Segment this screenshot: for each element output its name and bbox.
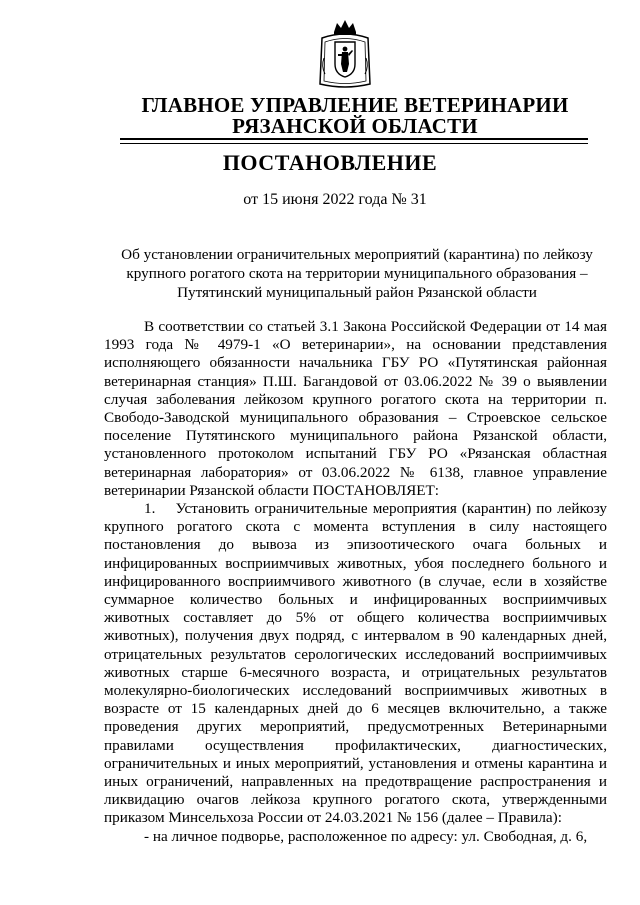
document-body bbox=[104, 318, 607, 846]
document-subject: Об установлении ограничительных мероприятий (карантина) по лейкозу крупного рогатого скота на территории муниципального образования – Путятинский муниципальный район Рязанской области bbox=[121, 246, 593, 301]
coat-of-arms-icon bbox=[318, 18, 372, 90]
item-1-paragraph: 1. Установить ограничительные мероприятия (карантин) по лейкозу крупного рогатого скота с момента вступления в силу настоящего постановления до вывоза из эпизоотического очага больных и инфицированных восприимчивых животных, убоя последнего больного и инфицированного восприимчивого животного (в случае, если в хозяйстве суммарное количество больных и инфицированных восприимчивых животных составляет до 5% от общего количества восприимчивых животных), получения двух подряд, с интервалом в 90 календарных дней, отрицательных результатов серологических исследований восприимчивых животных старше 6-месячного возраста, и отрицательных результатов молекулярно-биологических исследований восприимчивых животных в возрасте от 15 календарных дней до 6 месяцев включительно, а также проведения других мероприятий, предусмотренных Ветеринарными правилами осуществления профилактических, диагностических, ограничительных и иных мероприятий, установления и отмены карантина и иных ограничений, направленных на предотвращение распространения и ликвидацию очагов лейкоза крупного рогатого скота, утвержденными приказом Минсельхоза России от 24.03.2021 № 156 (далее – Правила): bbox=[104, 500, 607, 827]
document-type: ПОСТАНОВЛЕНИЕ bbox=[222, 150, 438, 175]
dash-item-paragraph: - на личное подворье, расположенное по адресу: ул. Свободная, д. 6, bbox=[144, 827, 588, 845]
organization-name-line1: ГЛАВНОЕ УПРАВЛЕНИЕ ВЕТЕРИНАРИИ bbox=[141, 93, 569, 117]
document-date-number: от 15 июня 2022 года № 31 bbox=[243, 191, 427, 208]
preamble-paragraph: В соответствии со статьей 3.1 Закона Российской Федерации от 14 мая 1993 года № 4979-1 «О ветеринарии», на основании представления исполняющего обязанности начальника ГБУ РО «Путятинская районная ветеринарная станция» П.Ш. Багандовой от 03.06.2022 № 39 о выявлении случая заболевания лейкозом крупного рогатого скота на территории п. Свободо-Заводской муниципального образования – Строевское сельское поселение Путятинского муниципального района Рязанской области, установленного протоколом испытаний ГБУ РО «Рязанская областная ветеринарная лаборатория» от 03.06.2022 № 6138, главное управление ветеринарии Рязанской области ПОСТАНОВЛЯЕТ: bbox=[104, 318, 607, 499]
header-divider-thick bbox=[120, 138, 588, 140]
header-divider-thin bbox=[120, 143, 588, 144]
organization-name-line2: РЯЗАНСКОЙ ОБЛАСТИ bbox=[232, 114, 478, 138]
